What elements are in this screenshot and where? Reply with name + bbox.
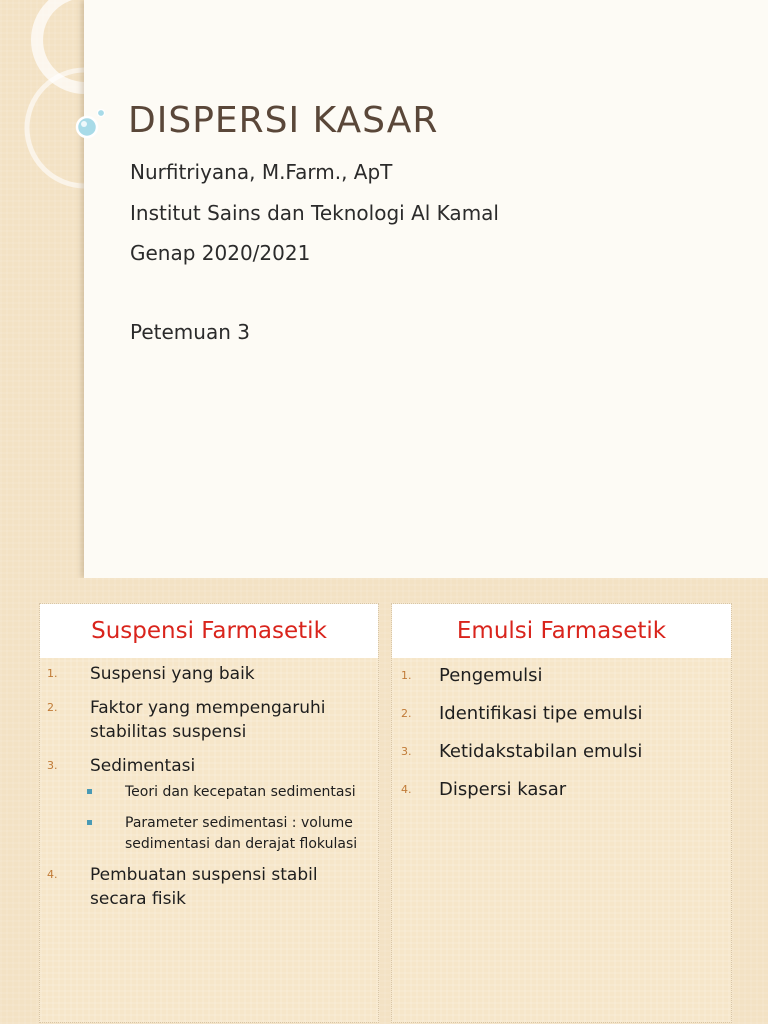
list-item bbox=[401, 778, 731, 802]
semester-label: Genap 2020/2021 bbox=[130, 241, 311, 265]
sub-list-item bbox=[125, 813, 378, 855]
list-number: 3. bbox=[401, 745, 412, 758]
list-item bbox=[47, 754, 378, 855]
list-number: 4. bbox=[401, 783, 412, 796]
list-item-text: Ketidakstabilan emulsi bbox=[439, 741, 643, 762]
list-item-text: Sedimentasi bbox=[90, 756, 196, 776]
list-number: 4. bbox=[47, 868, 58, 881]
list-number: 2. bbox=[47, 701, 58, 714]
square-bullet-icon bbox=[87, 789, 92, 794]
decorative-circles bbox=[0, 0, 84, 578]
author-name: Nurfitriyana, M.Farm., ApT bbox=[130, 160, 393, 184]
emulsi-heading: Emulsi Farmasetik bbox=[392, 604, 731, 658]
sub-list-item bbox=[125, 782, 378, 803]
list-item bbox=[401, 664, 731, 688]
sub-list-item-text: Teori dan kecepatan sedimentasi bbox=[125, 784, 356, 800]
list-item-text: Faktor yang mempengaruhi stabilitas suspensi bbox=[90, 698, 326, 742]
suspensi-list bbox=[40, 662, 378, 911]
meeting-label: Petemuan 3 bbox=[130, 320, 250, 344]
list-item-text: Identifikasi tipe emulsi bbox=[439, 703, 643, 724]
square-bullet-icon bbox=[87, 820, 92, 825]
list-item bbox=[47, 696, 378, 744]
list-item-text: Pengemulsi bbox=[439, 665, 543, 686]
list-item bbox=[47, 863, 350, 911]
emulsi-card bbox=[391, 603, 732, 1023]
title-slide-content bbox=[84, 0, 768, 578]
institution-name: Institut Sains dan Teknologi Al Kamal bbox=[130, 201, 499, 225]
list-item-text: Suspensi yang baik bbox=[90, 664, 255, 684]
decorative-side-panel bbox=[0, 0, 84, 578]
emulsi-list bbox=[392, 664, 731, 816]
sub-list-item-text: Parameter sedimentasi : volume sedimentasi dan derajat flokulasi bbox=[125, 815, 358, 852]
bubble-icon bbox=[74, 114, 102, 142]
outline-slide bbox=[0, 578, 768, 1024]
suspensi-heading: Suspensi Farmasetik bbox=[40, 604, 378, 658]
list-item bbox=[401, 740, 731, 764]
list-item-text: Dispersi kasar bbox=[439, 779, 567, 800]
list-number: 1. bbox=[401, 669, 412, 682]
list-item-text: Pembuatan suspensi stabil secara fisik bbox=[90, 865, 318, 909]
suspensi-card bbox=[39, 603, 379, 1023]
list-number: 2. bbox=[401, 707, 412, 720]
list-item bbox=[47, 662, 378, 686]
list-number: 3. bbox=[47, 759, 58, 772]
list-item bbox=[401, 702, 731, 726]
small-bubble-icon bbox=[96, 108, 106, 118]
list-number: 1. bbox=[47, 667, 58, 680]
slide-title: DISPERSI KASAR bbox=[128, 100, 439, 141]
sedimentasi-sublist bbox=[125, 782, 378, 855]
